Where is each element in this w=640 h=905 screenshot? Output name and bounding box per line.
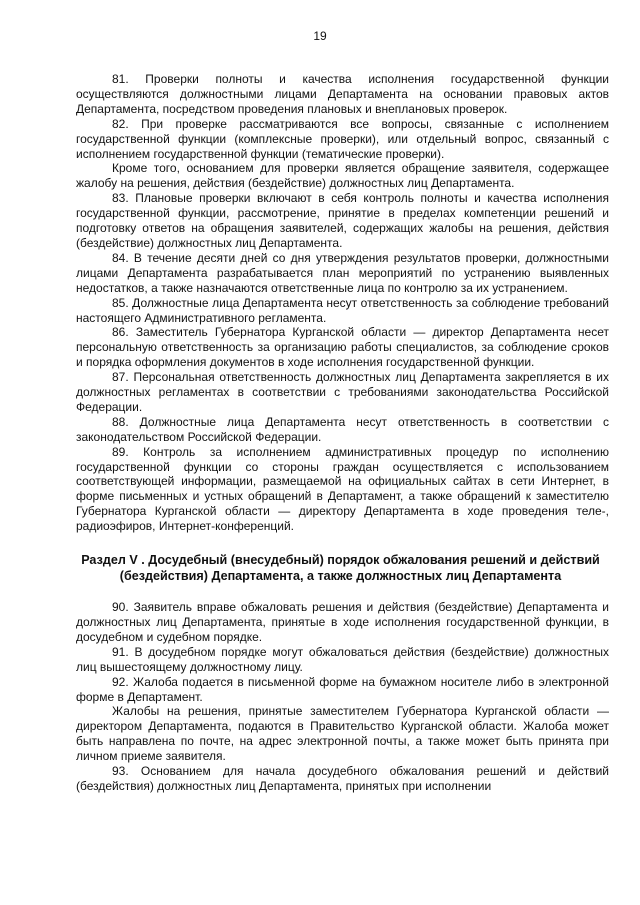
document-body xyxy=(76,72,609,794)
paragraph-83: 83. Плановые проверки включают в себя контроль полноты и качества исполнения государственной функции, рассмотрение, принятие в пределах компетенции решений и подготовку ответов на обращения заявителей, содержащих жалобы на решения, действия (бездействие) должностных лиц Департамента. xyxy=(76,191,609,250)
paragraph-86: 86. Заместитель Губернатора Курганской области — директор Департамента несет персональную ответственность за организацию работы специалистов, за соблюдение сроков и порядка оформления документов в ходе исполнения государственной функции. xyxy=(76,325,609,370)
paragraph-82: 82. При проверке рассматриваются все вопросы, связанные с исполнением государственной функции (комплексные проверки), или отдельный вопрос, связанный с исполнением государственной функции (тематические проверки). xyxy=(76,116,609,161)
paragraph-93: 93. Основанием для начала досудебного обжалования решений и действий (бездействия) должностных лиц Департамента, принятых при исполнении xyxy=(76,764,609,793)
paragraph-82-continuation: Кроме того, основанием для проверки является обращение заявителя, содержащее жалобу на решения, действия (бездействие) должностных лиц Департамента. xyxy=(76,161,609,191)
paragraph-84: 84. В течение десяти дней со дня утверждения результатов проверки, должностными лицами Департамента разрабатывается план мероприятий по устранению выявленных недостатков, а также назначаются ответственные лица по контролю за их устранением. xyxy=(76,250,609,295)
section-heading: Раздел V . Досудебный (внесудебный) порядок обжалования решений и действий (бездействия) Департамента, а также должностных лиц Департамента xyxy=(81,553,600,583)
paragraph-92: 92. Жалоба подается в письменной форме на бумажном носителе либо в электронной форме в Департамент. xyxy=(76,674,609,704)
paragraph-87: 87. Персональная ответственность должностных лиц Департамента закрепляется в их должностных регламентах в соответствии с требованиями законодательства Российской Федерации. xyxy=(76,370,609,414)
paragraph-89: 89. Контроль за исполнением административных процедур по исполнению государственной функции со стороны граждан осуществляется с использованием соответствующей информации, размещаемой на официальных сайтах в сети Интернет, в форме письменных и устных обращений в Департамент, а также обращений к заместителю Губернатора Курганской области — директору Департамента в ходе проведения теле-, радиоэфиров, Интернет-конференций. xyxy=(76,444,609,534)
paragraph-90: 90. Заявитель вправе обжаловать решения и действия (бездействие) Департамента и должностных лиц Департамента, принятые в ходе исполнения государственной функции, в досудебном и судебном порядке. xyxy=(76,600,609,644)
paragraph-92-continuation: Жалобы на решения, принятые заместителем Губернатора Курганской области — директором Департамента, подаются в Правительство Курганской области. Жалоба может быть направлена по почте, на адрес электронной почты, а также может быть принята при личном приеме заявителя. xyxy=(76,704,609,764)
paragraph-81: 81. Проверки полноты и качества исполнения государственной функции осуществляются должностными лицами Департамента на основании правовых актов Департамента, посредством проведения плановых и внеплановых проверок. xyxy=(76,72,609,116)
page-number: 19 xyxy=(313,29,327,43)
paragraph-91: 91. В досудебном порядке могут обжаловаться действия (бездействие) должностных лиц вышестоящему должностному лицу. xyxy=(76,644,609,674)
paragraph-88: 88. Должностные лица Департамента несут ответственность в соответствии с законодательством Российской Федерации. xyxy=(76,414,609,444)
paragraph-85: 85. Должностные лица Департамента несут ответственность за соблюдение требований настоящего Административного регламента. xyxy=(76,295,609,325)
